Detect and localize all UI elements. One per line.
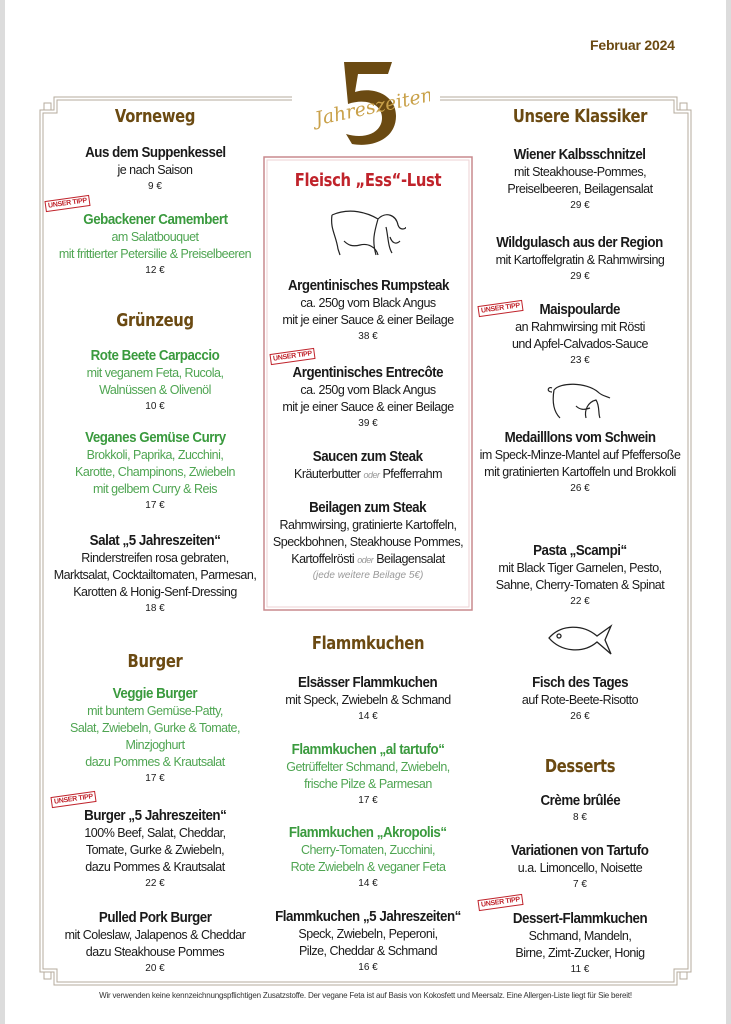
pig-icon xyxy=(546,382,612,422)
dish-price: 7 € xyxy=(573,879,587,890)
menu-item xyxy=(465,910,695,978)
dish-description: u.a. Limoncello, Noisette xyxy=(517,861,643,875)
dish-title: Veganes Gemüse Curry xyxy=(84,430,226,446)
menu-item xyxy=(253,448,483,484)
dish-description: Speck, Zwiebeln, Peperoni, xyxy=(298,927,438,941)
dish-price: 17 € xyxy=(145,500,165,511)
dish-title: Pulled Pork Burger xyxy=(98,910,212,926)
dish-description: Preiselbeeren, Beilagensalat xyxy=(507,182,653,196)
menu-item xyxy=(40,685,270,787)
menu-item xyxy=(253,364,483,432)
dish-title: Wildgulasch aus der Region xyxy=(496,235,664,251)
dish-title: Argentinisches Rumpsteak xyxy=(287,278,449,294)
menu-item xyxy=(40,347,270,415)
dish-description: Getrüffelter Schmand, Zwiebeln, xyxy=(286,760,450,774)
dish-description: je nach Saison xyxy=(117,163,193,177)
dish-title: Pasta „Scampi“ xyxy=(533,543,627,559)
dish-description: auf Rote-Beete-Risotto xyxy=(521,693,639,707)
section-heading: Fleisch „Ess“-Lust xyxy=(294,170,442,191)
dish-description: am Salatbouquet xyxy=(111,230,199,244)
unser-tipp-badge: UNSER TIPP xyxy=(269,348,315,365)
dish-price: 17 € xyxy=(145,773,165,784)
section-heading: Burger xyxy=(127,651,183,672)
dish-description: dazu Pommes & Krautsalat xyxy=(85,860,225,874)
menu-item xyxy=(465,429,695,497)
dish-price: 17 € xyxy=(358,795,378,806)
dish-description: Karotte, Champinons, Zwiebeln xyxy=(75,465,235,479)
menu-item xyxy=(253,824,483,892)
dish-price: 38 € xyxy=(358,331,378,342)
dish-description: im Speck-Minze-Mantel auf Pfeffersoße xyxy=(479,448,681,462)
menu-item xyxy=(40,211,270,279)
menu-item xyxy=(40,807,270,892)
dish-description: Cherry-Tomaten, Zucchini, xyxy=(300,843,436,857)
menu-item xyxy=(465,792,695,826)
menu-item xyxy=(253,277,483,345)
dish-description: mit frittierter Petersilie & Preiselbeeren xyxy=(58,247,252,261)
dish-price: 12 € xyxy=(145,265,165,276)
dish-title: Flammkuchen „Akropolis“ xyxy=(289,825,447,841)
dish-title: Veggie Burger xyxy=(112,686,198,702)
allergen-footer-note: Wir verwenden keine kennzeichnungspflichtigen Zusatzstoffe. Der vegane Feta ist auf Basis von Kokosfett und Meersalz. Eine Allergen-Liste liegt für Sie bereit! xyxy=(99,991,632,1000)
dish-description: Walnüssen & Olivenöl xyxy=(99,383,211,397)
menu-item xyxy=(465,234,695,285)
dish-description: ca. 250g vom Black Angus xyxy=(300,383,436,397)
dish-description: mit je einer Sauce & einer Beilage xyxy=(282,400,454,414)
section-heading: Flammkuchen xyxy=(311,633,425,654)
dish-title: Flammkuchen „5 Jahreszeiten“ xyxy=(275,909,461,925)
unser-tipp-badge: UNSER TIPP xyxy=(477,300,523,317)
dish-price: 39 € xyxy=(358,418,378,429)
dish-title: Salat „5 Jahreszeiten“ xyxy=(89,533,221,549)
or-separator: oder xyxy=(357,555,374,565)
dish-description: mit je einer Sauce & einer Beilage xyxy=(282,313,454,327)
unser-tipp-badge: UNSER TIPP xyxy=(44,195,90,212)
dish-description: Minzjoghurt xyxy=(125,738,185,752)
dish-description xyxy=(253,551,483,569)
dish-price: 14 € xyxy=(358,711,378,722)
dish-description: Birne, Zimt-Zucker, Honig xyxy=(515,946,645,960)
or-separator: oder xyxy=(363,470,380,480)
extra-side-note: (jede weitere Beilage 5€) xyxy=(312,570,424,581)
menu-item xyxy=(465,842,695,893)
menu-item xyxy=(253,499,483,583)
dish-title: Gebackener Camembert xyxy=(82,212,228,228)
dish-description: Speckbohnen, Steakhouse Pommes, xyxy=(272,535,464,549)
dish-description: mit gelbem Curry & Reis xyxy=(93,482,217,496)
dish-price: 20 € xyxy=(145,963,165,974)
section-heading: Vorneweg xyxy=(114,106,196,127)
dish-description: Brokkoli, Paprika, Zucchini, xyxy=(86,448,224,462)
menu-item xyxy=(465,542,695,610)
menu-item xyxy=(465,146,695,214)
dish-title: Aus dem Suppenkessel xyxy=(84,145,226,161)
dish-price: 9 € xyxy=(148,181,162,192)
dish-description: Tomate, Gurke & Zwiebeln, xyxy=(85,843,225,857)
dish-title: Fisch des Tages xyxy=(532,675,628,691)
dish-title: Medailllons vom Schwein xyxy=(504,430,656,446)
menu-item xyxy=(40,909,270,977)
dish-description: Rote Zwiebeln & veganer Feta xyxy=(290,860,446,874)
section-heading: Grünzeug xyxy=(116,310,194,331)
dish-title: Rote Beete Carpaccio xyxy=(90,348,220,364)
dish-description: mit Steakhouse-Pommes, xyxy=(513,165,647,179)
dish-description: mit gratinierten Kartoffeln und Brokkoli xyxy=(484,465,676,479)
dish-description: Schmand, Mandeln, xyxy=(528,929,632,943)
dish-price: 22 € xyxy=(570,596,590,607)
option-text: Kartoffelrösti xyxy=(291,552,355,566)
option-text: Kräuterbutter xyxy=(293,467,361,481)
dish-price: 10 € xyxy=(145,401,165,412)
dish-description: Sahne, Cherry-Tomaten & Spinat xyxy=(495,578,665,592)
dish-title: Maispoularde xyxy=(539,302,621,318)
menu-item xyxy=(253,741,483,809)
dish-title: Saucen zum Steak xyxy=(313,449,423,465)
dish-description: mit Coleslaw, Jalapenos & Cheddar xyxy=(64,928,246,942)
dish-description: Salat, Zwiebeln, Gurke & Tomate, xyxy=(70,721,240,735)
dish-price: 18 € xyxy=(145,603,165,614)
unser-tipp-badge: UNSER TIPP xyxy=(50,791,96,808)
dish-description xyxy=(253,466,483,484)
dish-title: Crème brûlée xyxy=(540,793,620,809)
dish-description: Marktsalat, Cocktailtomaten, Parmesan, xyxy=(53,568,257,582)
restaurant-logo xyxy=(300,58,430,148)
dish-description: ca. 250g vom Black Angus xyxy=(300,296,436,310)
menu-item xyxy=(253,908,483,976)
option-text: Pfefferrahm xyxy=(382,467,443,481)
dish-price: 26 € xyxy=(570,711,590,722)
dish-price: 8 € xyxy=(573,812,587,823)
dish-price: 23 € xyxy=(570,355,590,366)
dish-description: mit veganem Feta, Rucola, xyxy=(86,366,224,380)
dish-description: mit Black Tiger Garnelen, Pesto, xyxy=(498,561,662,575)
unser-tipp-badge: UNSER TIPP xyxy=(477,894,523,911)
dish-title: Burger „5 Jahreszeiten“ xyxy=(83,808,227,824)
dish-description: Karotten & Honig-Senf-Dressing xyxy=(73,585,237,599)
dish-price: 29 € xyxy=(570,271,590,282)
dish-title: Dessert-Flammkuchen xyxy=(512,911,648,927)
svg-text:Jahreszeiten: Jahreszeiten xyxy=(313,83,430,131)
menu-date: Februar 2024 xyxy=(590,37,675,53)
dish-price: 26 € xyxy=(570,483,590,494)
dish-description: frische Pilze & Parmesan xyxy=(304,777,432,791)
dish-title: Elsässer Flammkuchen xyxy=(298,675,438,691)
dish-price: 11 € xyxy=(570,964,590,975)
dish-title: Argentinisches Entrecôte xyxy=(292,365,444,381)
dish-price: 22 € xyxy=(145,878,165,889)
dish-title: Wiener Kalbsschnitzel xyxy=(514,147,646,163)
dish-description: mit buntem Gemüse-Patty, xyxy=(87,704,223,718)
section-heading: Unsere Klassiker xyxy=(512,106,648,127)
dish-title: Flammkuchen „al tartufo“ xyxy=(291,742,445,758)
menu-item xyxy=(253,674,483,725)
dish-price: 14 € xyxy=(358,878,378,889)
fish-icon xyxy=(547,624,617,656)
dish-description: mit Speck, Zwiebeln & Schmand xyxy=(285,693,451,707)
dish-description: und Apfel-Calvados-Sauce xyxy=(511,337,648,351)
dish-price: 29 € xyxy=(570,200,590,211)
dish-description: Pilze, Cheddar & Schmand xyxy=(298,944,438,958)
dish-title: Variationen von Tartufo xyxy=(511,843,649,859)
menu-item xyxy=(40,429,270,514)
section-heading: Desserts xyxy=(544,756,616,777)
dish-description: an Rahmwirsing mit Rösti xyxy=(515,320,645,334)
option-text: Beilagensalat xyxy=(376,552,445,566)
menu-item xyxy=(40,532,270,617)
dish-description: 100% Beef, Salat, Cheddar, xyxy=(84,826,226,840)
dish-description: dazu Steakhouse Pommes xyxy=(85,945,225,959)
dish-description: mit Kartoffelgratin & Rahmwirsing xyxy=(495,253,665,267)
menu-item xyxy=(40,144,270,195)
menu-item xyxy=(465,674,695,725)
dish-description: Rinderstreifen rosa gebraten, xyxy=(81,551,229,565)
dish-description: dazu Pommes & Krautsalat xyxy=(85,755,225,769)
dish-description: Rahmwirsing, gratinierte Kartoffeln, xyxy=(279,518,457,532)
dish-title: Beilagen zum Steak xyxy=(309,500,427,516)
cow-icon xyxy=(330,205,406,261)
dish-price: 16 € xyxy=(358,962,378,973)
